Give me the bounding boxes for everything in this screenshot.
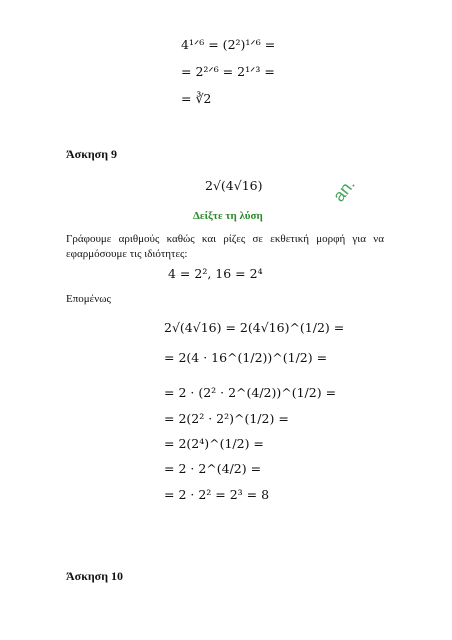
equation-line-1: 4¹ᐟ⁶ = (2²)¹ᐟ⁶ = bbox=[181, 37, 276, 52]
solution-step-4: = 2(2² · 2²)^(1/2) = bbox=[164, 411, 289, 426]
exercise-10-heading: Άσκηση 10 bbox=[66, 569, 124, 583]
show-solution-link[interactable]: Δείξτε τη λύση bbox=[193, 210, 263, 222]
watermark-text: an. bbox=[329, 175, 359, 206]
therefore-label: Επομένως bbox=[66, 293, 111, 305]
solution-step-1: 2√(4√16) = 2(4√16)^(1/2) = bbox=[164, 320, 345, 335]
identities-line: 4 = 2², 16 = 2⁴ bbox=[168, 266, 263, 281]
solution-step-2: = 2(4 · 16^(1/2))^(1/2) = bbox=[164, 350, 328, 365]
exercise-9-heading: Άσκηση 9 bbox=[66, 147, 118, 161]
equation-line-2: = 2²ᐟ⁶ = 2¹ᐟ³ = bbox=[181, 64, 275, 79]
solution-step-5: = 2(2⁴)^(1/2) = bbox=[164, 436, 264, 451]
exercise-9-problem: 2√(4√16) bbox=[205, 178, 263, 193]
equation-line-3: = ∛2 bbox=[181, 91, 212, 106]
solution-step-3: = 2 · (2² · 2^(4/2))^(1/2) = bbox=[164, 385, 337, 400]
intro-paragraph: Γράφουμε αριθμούς καθώς και ρίζες σε εκθετική μορφή για να εφαρμόσουμε τις ιδιότητες: bbox=[66, 233, 384, 260]
solution-step-6: = 2 · 2^(4/2) = bbox=[164, 461, 262, 476]
solution-step-7: = 2 · 2² = 2³ = 8 bbox=[164, 487, 270, 502]
